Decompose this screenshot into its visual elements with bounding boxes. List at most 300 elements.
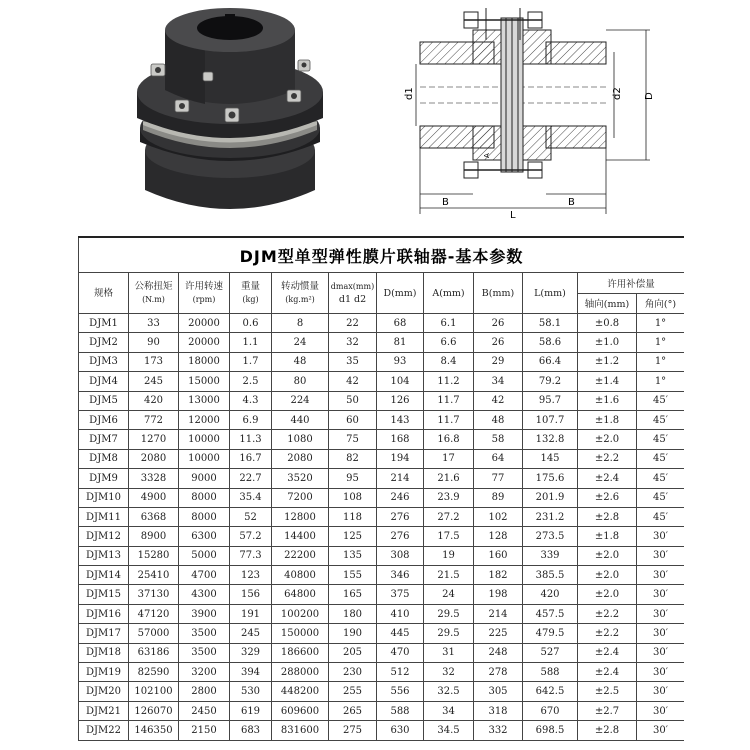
table-cell: 2450 <box>179 701 230 720</box>
table-cell: 82590 <box>129 663 179 682</box>
table-cell: 318 <box>474 701 523 720</box>
table-cell: 29.5 <box>424 624 474 643</box>
table-cell: 8 <box>272 314 329 333</box>
table-cell: 27.2 <box>424 507 474 526</box>
header-speed <box>179 273 230 314</box>
table-cell: 15000 <box>179 372 230 391</box>
table-cell: 21.5 <box>424 566 474 585</box>
table-cell: DJM21 <box>79 701 129 720</box>
table-cell: 8900 <box>129 527 179 546</box>
table-cell: 146350 <box>129 721 179 740</box>
table-cell: 17.5 <box>424 527 474 546</box>
table-cell: 58.6 <box>523 333 578 352</box>
table-cell: 30′ <box>637 546 685 565</box>
header-compensation: 许用补偿量 <box>578 273 685 294</box>
table-cell: 30′ <box>637 566 685 585</box>
table-cell: 77 <box>474 469 523 488</box>
dim-d2-label: d2 <box>612 87 623 100</box>
table-cell: 10000 <box>179 449 230 468</box>
table-cell: 102 <box>474 507 523 526</box>
table-cell: 24 <box>424 585 474 604</box>
table-cell: 175.6 <box>523 469 578 488</box>
table-cell: 440 <box>272 410 329 429</box>
table-cell: 245 <box>129 372 179 391</box>
table-cell: 0.6 <box>230 314 272 333</box>
table-cell: 276 <box>377 507 424 526</box>
table-cell: 4.3 <box>230 391 272 410</box>
table-cell: 30′ <box>637 585 685 604</box>
table-cell: 7200 <box>272 488 329 507</box>
table-cell: 45′ <box>637 410 685 429</box>
header-torque-unit: (N.m) <box>142 295 165 304</box>
table-cell: 556 <box>377 682 424 701</box>
table-cell: 4900 <box>129 488 179 507</box>
table-cell: 339 <box>523 546 578 565</box>
table-cell: ±2.2 <box>578 604 637 623</box>
table-row <box>79 391 685 410</box>
table-cell: 630 <box>377 721 424 740</box>
table-row <box>79 488 685 507</box>
table-cell: 45′ <box>637 430 685 449</box>
dim-B-right-label: B <box>568 197 575 208</box>
table-cell: ±1.4 <box>578 372 637 391</box>
table-cell: ±0.8 <box>578 314 637 333</box>
coupling-section-drawing <box>398 0 710 222</box>
table-cell: 18000 <box>179 352 230 371</box>
table-cell: 375 <box>377 585 424 604</box>
table-cell: 16.8 <box>424 430 474 449</box>
table-cell: 12000 <box>179 410 230 429</box>
table-cell: 12800 <box>272 507 329 526</box>
table-cell: DJM8 <box>79 449 129 468</box>
table-row <box>79 663 685 682</box>
table-cell: 457.5 <box>523 604 578 623</box>
table-cell: 11.7 <box>424 391 474 410</box>
table-cell: 34 <box>474 372 523 391</box>
table-cell: 3520 <box>272 469 329 488</box>
table-cell: 245 <box>230 624 272 643</box>
table-cell: DJM17 <box>79 624 129 643</box>
table-cell: 24 <box>272 333 329 352</box>
table-cell: 276 <box>377 527 424 546</box>
table-cell: 26 <box>474 314 523 333</box>
table-cell: 32 <box>329 333 377 352</box>
table-cell: 47120 <box>129 604 179 623</box>
table-cell: ±1.0 <box>578 333 637 352</box>
table-cell: 1° <box>637 333 685 352</box>
table-cell: 305 <box>474 682 523 701</box>
table-cell: 410 <box>377 604 424 623</box>
table-cell: 118 <box>329 507 377 526</box>
table-cell: ±2.5 <box>578 682 637 701</box>
table-cell: ±1.8 <box>578 410 637 429</box>
table-row <box>79 701 685 720</box>
table-cell: 182 <box>474 566 523 585</box>
table-cell: 21.6 <box>424 469 474 488</box>
table-cell: 420 <box>523 585 578 604</box>
table-cell: 32.5 <box>424 682 474 701</box>
table-cell: 30′ <box>637 663 685 682</box>
dim-B-left-label: B <box>442 197 449 208</box>
table-cell: DJM16 <box>79 604 129 623</box>
table-cell: 35.4 <box>230 488 272 507</box>
table-row <box>79 566 685 585</box>
table-cell: 1° <box>637 352 685 371</box>
table-cell: ±1.8 <box>578 527 637 546</box>
table-cell: 1° <box>637 372 685 391</box>
table-cell: 2800 <box>179 682 230 701</box>
table-cell: 95 <box>329 469 377 488</box>
table-cell: 1270 <box>129 430 179 449</box>
header-model: 规格 <box>79 273 129 314</box>
table-cell: 125 <box>329 527 377 546</box>
table-cell: 772 <box>129 410 179 429</box>
header-L: L(mm) <box>523 273 578 314</box>
table-cell: 16.7 <box>230 449 272 468</box>
table-cell: 35 <box>329 352 377 371</box>
table-cell: 275 <box>329 721 377 740</box>
table-cell: 3500 <box>179 643 230 662</box>
table-cell: 394 <box>230 663 272 682</box>
table-cell: 82 <box>329 449 377 468</box>
table-cell: 3900 <box>179 604 230 623</box>
table-cell: 34.5 <box>424 721 474 740</box>
table-cell: 45′ <box>637 391 685 410</box>
table-cell: 4300 <box>179 585 230 604</box>
table-cell: 22.7 <box>230 469 272 488</box>
table-cell: 143 <box>377 410 424 429</box>
table-cell: 30′ <box>637 721 685 740</box>
table-cell: 13000 <box>179 391 230 410</box>
table-cell: ±2.6 <box>578 488 637 507</box>
table-cell: 214 <box>377 469 424 488</box>
table-cell: 68 <box>377 314 424 333</box>
table-cell: 329 <box>230 643 272 662</box>
table-cell: 160 <box>474 546 523 565</box>
table-cell: 224 <box>272 391 329 410</box>
table-cell: ±1.2 <box>578 352 637 371</box>
table-cell: 530 <box>230 682 272 701</box>
table-cell: 128 <box>474 527 523 546</box>
table-cell: ±2.7 <box>578 701 637 720</box>
table-cell: 180 <box>329 604 377 623</box>
header-torque <box>129 273 179 314</box>
table-row <box>79 721 685 740</box>
spec-table-body <box>79 314 685 741</box>
table-cell: DJM7 <box>79 430 129 449</box>
table-row <box>79 546 685 565</box>
table-cell: DJM22 <box>79 721 129 740</box>
table-cell: ±2.8 <box>578 721 637 740</box>
table-cell: DJM20 <box>79 682 129 701</box>
table-cell: 126 <box>377 391 424 410</box>
table-cell: 108 <box>329 488 377 507</box>
table-cell: 6.6 <box>424 333 474 352</box>
table-cell: 214 <box>474 604 523 623</box>
table-cell: 3200 <box>179 663 230 682</box>
table-cell: 10000 <box>179 430 230 449</box>
table-cell: DJM5 <box>79 391 129 410</box>
table-cell: 385.5 <box>523 566 578 585</box>
table-row <box>79 410 685 429</box>
table-cell: 30′ <box>637 624 685 643</box>
table-cell: 45′ <box>637 449 685 468</box>
table-cell: 479.5 <box>523 624 578 643</box>
table-cell: 75 <box>329 430 377 449</box>
spec-table <box>78 236 684 741</box>
table-cell: 2.5 <box>230 372 272 391</box>
table-cell: 6368 <box>129 507 179 526</box>
dim-D-label: D <box>644 92 655 100</box>
table-cell: 8000 <box>179 507 230 526</box>
table-cell: 17 <box>424 449 474 468</box>
table-cell: 265 <box>329 701 377 720</box>
table-cell: 52 <box>230 507 272 526</box>
table-cell: 155 <box>329 566 377 585</box>
table-cell: ±2.8 <box>578 507 637 526</box>
table-cell: 45′ <box>637 507 685 526</box>
table-cell: 30′ <box>637 701 685 720</box>
table-cell: ±2.4 <box>578 643 637 662</box>
table-cell: DJM13 <box>79 546 129 565</box>
table-cell: 173 <box>129 352 179 371</box>
table-cell: 33 <box>129 314 179 333</box>
table-cell: 642.5 <box>523 682 578 701</box>
table-cell: ±2.0 <box>578 546 637 565</box>
table-cell: 64 <box>474 449 523 468</box>
table-cell: DJM1 <box>79 314 129 333</box>
table-cell: 30′ <box>637 527 685 546</box>
table-cell: 11.7 <box>424 410 474 429</box>
table-cell: 107.7 <box>523 410 578 429</box>
table-cell: 58.1 <box>523 314 578 333</box>
table-cell: 11.2 <box>424 372 474 391</box>
table-cell: 1° <box>637 314 685 333</box>
table-cell: 63186 <box>129 643 179 662</box>
table-cell: 191 <box>230 604 272 623</box>
header-angular: 角向(°) <box>637 293 685 314</box>
table-cell: 79.2 <box>523 372 578 391</box>
header-dmax <box>329 273 377 314</box>
table-cell: 248 <box>474 643 523 662</box>
table-cell: 588 <box>523 663 578 682</box>
table-cell: ±2.0 <box>578 585 637 604</box>
table-cell: 90 <box>129 333 179 352</box>
table-cell: 22 <box>329 314 377 333</box>
table-cell: 165 <box>329 585 377 604</box>
table-cell: 246 <box>377 488 424 507</box>
table-cell: 2080 <box>129 449 179 468</box>
dim-d1-label: d1 <box>404 87 415 100</box>
spec-table-container <box>78 236 684 750</box>
table-row <box>79 507 685 526</box>
table-cell: 81 <box>377 333 424 352</box>
table-cell: 102100 <box>129 682 179 701</box>
table-cell: 19 <box>424 546 474 565</box>
table-row <box>79 604 685 623</box>
table-cell: 156 <box>230 585 272 604</box>
table-row <box>79 527 685 546</box>
table-cell: 288000 <box>272 663 329 682</box>
header-speed-unit: (rpm) <box>192 295 216 304</box>
table-cell: 619 <box>230 701 272 720</box>
header-weight-label: 重量 <box>240 281 260 292</box>
table-cell: 190 <box>329 624 377 643</box>
table-cell: DJM10 <box>79 488 129 507</box>
table-cell: 346 <box>377 566 424 585</box>
header-dmax-label: dmax(mm) <box>330 282 375 291</box>
table-cell: 58 <box>474 430 523 449</box>
table-cell: 2150 <box>179 721 230 740</box>
table-row <box>79 449 685 468</box>
header-inertia <box>272 273 329 314</box>
table-cell: 40800 <box>272 566 329 585</box>
table-cell: ±1.6 <box>578 391 637 410</box>
table-cell: DJM2 <box>79 333 129 352</box>
table-cell: 135 <box>329 546 377 565</box>
table-cell: 89 <box>474 488 523 507</box>
table-cell: 23.9 <box>424 488 474 507</box>
table-cell: ±2.0 <box>578 566 637 585</box>
table-cell: 77.3 <box>230 546 272 565</box>
table-cell: 150000 <box>272 624 329 643</box>
table-cell: 230 <box>329 663 377 682</box>
coupling-photo <box>105 0 355 225</box>
table-cell: 445 <box>377 624 424 643</box>
table-cell: 30′ <box>637 643 685 662</box>
table-cell: 22200 <box>272 546 329 565</box>
dim-L-label: L <box>510 210 516 221</box>
table-cell: 278 <box>474 663 523 682</box>
table-cell: ±2.2 <box>578 449 637 468</box>
table-cell: 48 <box>272 352 329 371</box>
table-cell: 45′ <box>637 469 685 488</box>
table-cell: 32 <box>424 663 474 682</box>
table-cell: 4700 <box>179 566 230 585</box>
table-cell: 132.8 <box>523 430 578 449</box>
table-cell: 670 <box>523 701 578 720</box>
table-cell: 25410 <box>129 566 179 585</box>
table-title: DJM型单型弹性膜片联轴器-基本参数 <box>79 237 685 273</box>
table-cell: 2080 <box>272 449 329 468</box>
table-cell: ±2.4 <box>578 469 637 488</box>
header-inertia-label: 转动惯量 <box>280 281 319 292</box>
header-inertia-unit: (kg.m²) <box>285 295 315 304</box>
header-A: A(mm) <box>424 273 474 314</box>
table-cell: DJM14 <box>79 566 129 585</box>
table-cell: 698.5 <box>523 721 578 740</box>
table-cell: 57.2 <box>230 527 272 546</box>
table-cell: 6.9 <box>230 410 272 429</box>
table-row <box>79 352 685 371</box>
table-cell: 50 <box>329 391 377 410</box>
table-cell: 29.5 <box>424 604 474 623</box>
table-cell: 308 <box>377 546 424 565</box>
table-cell: 332 <box>474 721 523 740</box>
table-cell: ±2.4 <box>578 663 637 682</box>
table-cell: DJM19 <box>79 663 129 682</box>
table-row <box>79 624 685 643</box>
table-cell: 15280 <box>129 546 179 565</box>
table-cell: 93 <box>377 352 424 371</box>
table-cell: 231.2 <box>523 507 578 526</box>
dim-A-label: A <box>483 153 491 158</box>
table-cell: 11.3 <box>230 430 272 449</box>
table-cell: 104 <box>377 372 424 391</box>
table-cell: 201.9 <box>523 488 578 507</box>
table-cell: 420 <box>129 391 179 410</box>
table-cell: 37130 <box>129 585 179 604</box>
table-cell: 255 <box>329 682 377 701</box>
table-cell: 6300 <box>179 527 230 546</box>
table-cell: 448200 <box>272 682 329 701</box>
table-cell: DJM11 <box>79 507 129 526</box>
table-cell: 95.7 <box>523 391 578 410</box>
table-cell: 609600 <box>272 701 329 720</box>
table-cell: DJM4 <box>79 372 129 391</box>
header-weight-unit: (kg) <box>242 295 259 304</box>
table-cell: 20000 <box>179 314 230 333</box>
table-cell: 205 <box>329 643 377 662</box>
table-cell: 831600 <box>272 721 329 740</box>
table-cell: 31 <box>424 643 474 662</box>
table-cell: 9000 <box>179 469 230 488</box>
table-cell: 168 <box>377 430 424 449</box>
table-cell: 3500 <box>179 624 230 643</box>
table-cell: 123 <box>230 566 272 585</box>
table-row <box>79 682 685 701</box>
table-cell: 1.7 <box>230 352 272 371</box>
table-cell: DJM18 <box>79 643 129 662</box>
table-cell: 588 <box>377 701 424 720</box>
table-cell: 126070 <box>129 701 179 720</box>
table-cell: 48 <box>474 410 523 429</box>
table-cell: 527 <box>523 643 578 662</box>
table-row <box>79 469 685 488</box>
table-cell: 145 <box>523 449 578 468</box>
table-cell: DJM15 <box>79 585 129 604</box>
table-cell: DJM12 <box>79 527 129 546</box>
table-cell: 225 <box>474 624 523 643</box>
table-cell: DJM6 <box>79 410 129 429</box>
table-cell: 64800 <box>272 585 329 604</box>
table-row <box>79 585 685 604</box>
header-torque-label: 公称扭矩 <box>134 281 173 292</box>
header-D: D(mm) <box>377 273 424 314</box>
table-cell: 273.5 <box>523 527 578 546</box>
table-cell: ±2.2 <box>578 624 637 643</box>
table-row <box>79 643 685 662</box>
table-cell: 80 <box>272 372 329 391</box>
table-cell: 60 <box>329 410 377 429</box>
table-cell: 8.4 <box>424 352 474 371</box>
header-axial: 轴向(mm) <box>578 293 637 314</box>
table-cell: 8000 <box>179 488 230 507</box>
table-cell: 34 <box>424 701 474 720</box>
table-cell: 5000 <box>179 546 230 565</box>
table-cell: 14400 <box>272 527 329 546</box>
table-cell: 30′ <box>637 682 685 701</box>
table-cell: 45′ <box>637 488 685 507</box>
table-cell: DJM3 <box>79 352 129 371</box>
table-row <box>79 430 685 449</box>
table-cell: 194 <box>377 449 424 468</box>
table-cell: 3328 <box>129 469 179 488</box>
table-cell: 6.1 <box>424 314 474 333</box>
table-cell: 186600 <box>272 643 329 662</box>
table-cell: 683 <box>230 721 272 740</box>
table-cell: 30′ <box>637 604 685 623</box>
